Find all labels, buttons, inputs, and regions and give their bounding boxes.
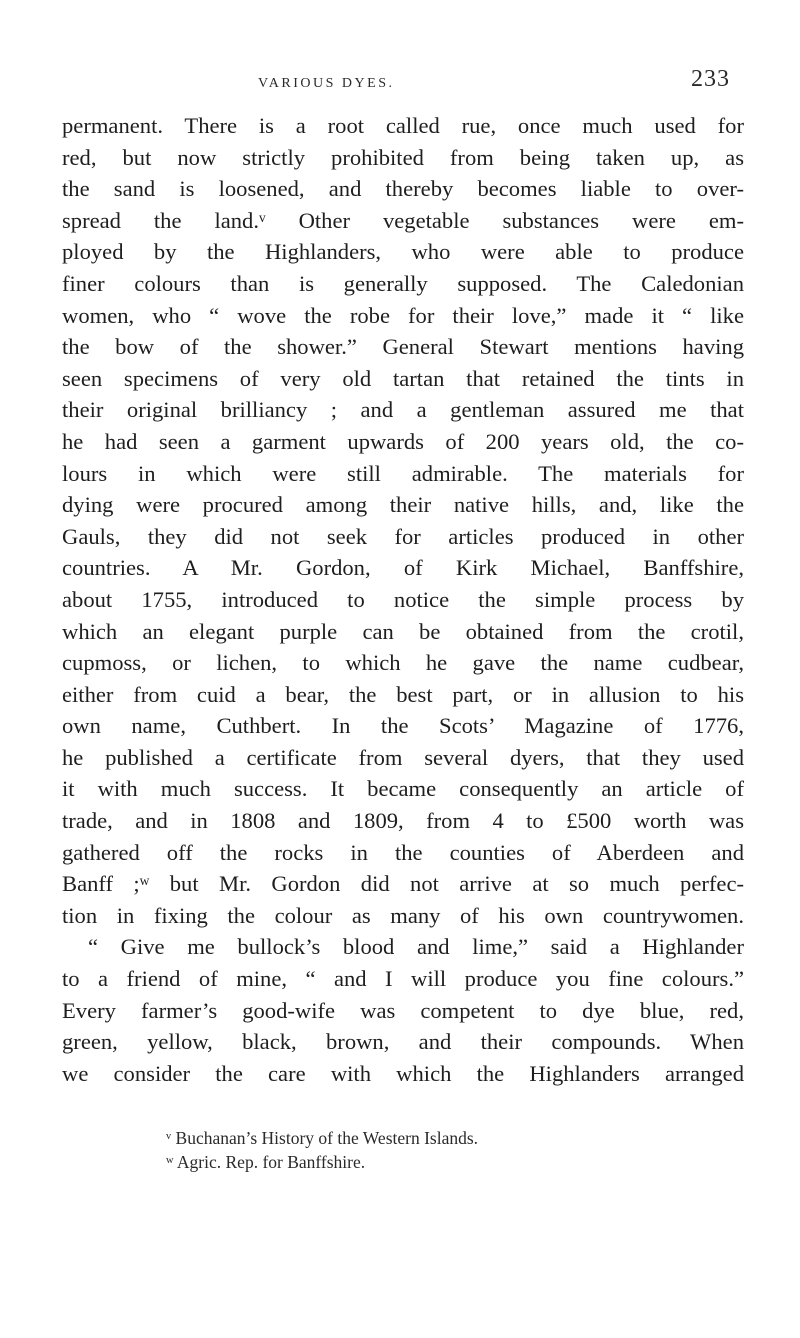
text-line: Banff ;ʷ but Mr. Gordon did not arrive at so much perfec- (62, 871, 744, 897)
text-line: their original brilliancy ; and a gentleman assured me that (62, 397, 744, 423)
footnote: ʷ Agric. Rep. for Banffshire. (166, 1152, 366, 1172)
text-line: red, but now strictly prohibited from being taken up, as (62, 144, 744, 170)
text-line: tion in fixing the colour as many of his own countrywomen. (62, 902, 744, 928)
text-line: ployed by the Highlanders, who were able to produce (62, 239, 744, 265)
text-line: he published a certificate from several dyers, that they used (62, 744, 744, 770)
text-line: green, yellow, black, brown, and their compounds. When (62, 1029, 744, 1055)
text-line: own name, Cuthbert. In the Scots’ Magazine of 1776, (62, 713, 744, 739)
text-line: cupmoss, or lichen, to which he gave the name cudbear, (62, 650, 744, 676)
text-line: either from cuid a bear, the best part, or in allusion to his (62, 681, 744, 707)
text-line: he had seen a garment upwards of 200 years old, the co- (62, 428, 744, 454)
text-line: the bow of the shower.” General Stewart mentions having (62, 334, 744, 360)
text-line: women, who “ wove the robe for their love,” made it “ like (62, 302, 744, 328)
text-line: we consider the care with which the Highlanders arranged (62, 1060, 744, 1086)
text-line: Every farmer’s good-wife was competent to dye blue, red, (62, 997, 744, 1023)
text-line: it with much success. It became consequently an article of (62, 776, 744, 802)
text-line: permanent. There is a root called rue, once much used for (62, 113, 744, 138)
text-line: Gauls, they did not seek for articles produced in other (62, 523, 744, 549)
page-number: 233 (691, 66, 730, 92)
text-line: the sand is loosened, and thereby becomes liable to over- (62, 176, 744, 202)
running-title: VARIOUS DYES. (258, 76, 395, 91)
text-line: lours in which were still admirable. The materials for (62, 460, 744, 486)
text-line: trade, and in 1808 and 1809, from 4 to £500 worth was (62, 808, 744, 834)
footnotes (166, 1126, 746, 1174)
text-line: finer colours than is generally supposed. The Caledonian (62, 270, 744, 296)
footnote: ᵛ Buchanan’s History of the Western Islands. (166, 1128, 479, 1148)
text-line: seen specimens of very old tartan that retained the tints in (62, 365, 744, 391)
text-line: to a friend of mine, “ and I will produce you fine colours.” (62, 966, 744, 992)
text-line: “ Give me bullock’s blood and lime,” said a Highlander (88, 934, 744, 960)
text-line: gathered off the rocks in the counties of Aberdeen and (62, 839, 744, 865)
body-text (62, 110, 744, 1089)
text-line: which an elegant purple can be obtained from the crotil, (62, 618, 744, 644)
text-line: countries. A Mr. Gordon, of Kirk Michael, Banffshire, (62, 555, 744, 581)
text-line: dying were procured among their native hills, and, like the (62, 492, 744, 518)
text-line: spread the land.ᵛ Other vegetable substances were em- (62, 207, 744, 233)
text-line: about 1755, introduced to notice the simple process by (62, 586, 744, 612)
